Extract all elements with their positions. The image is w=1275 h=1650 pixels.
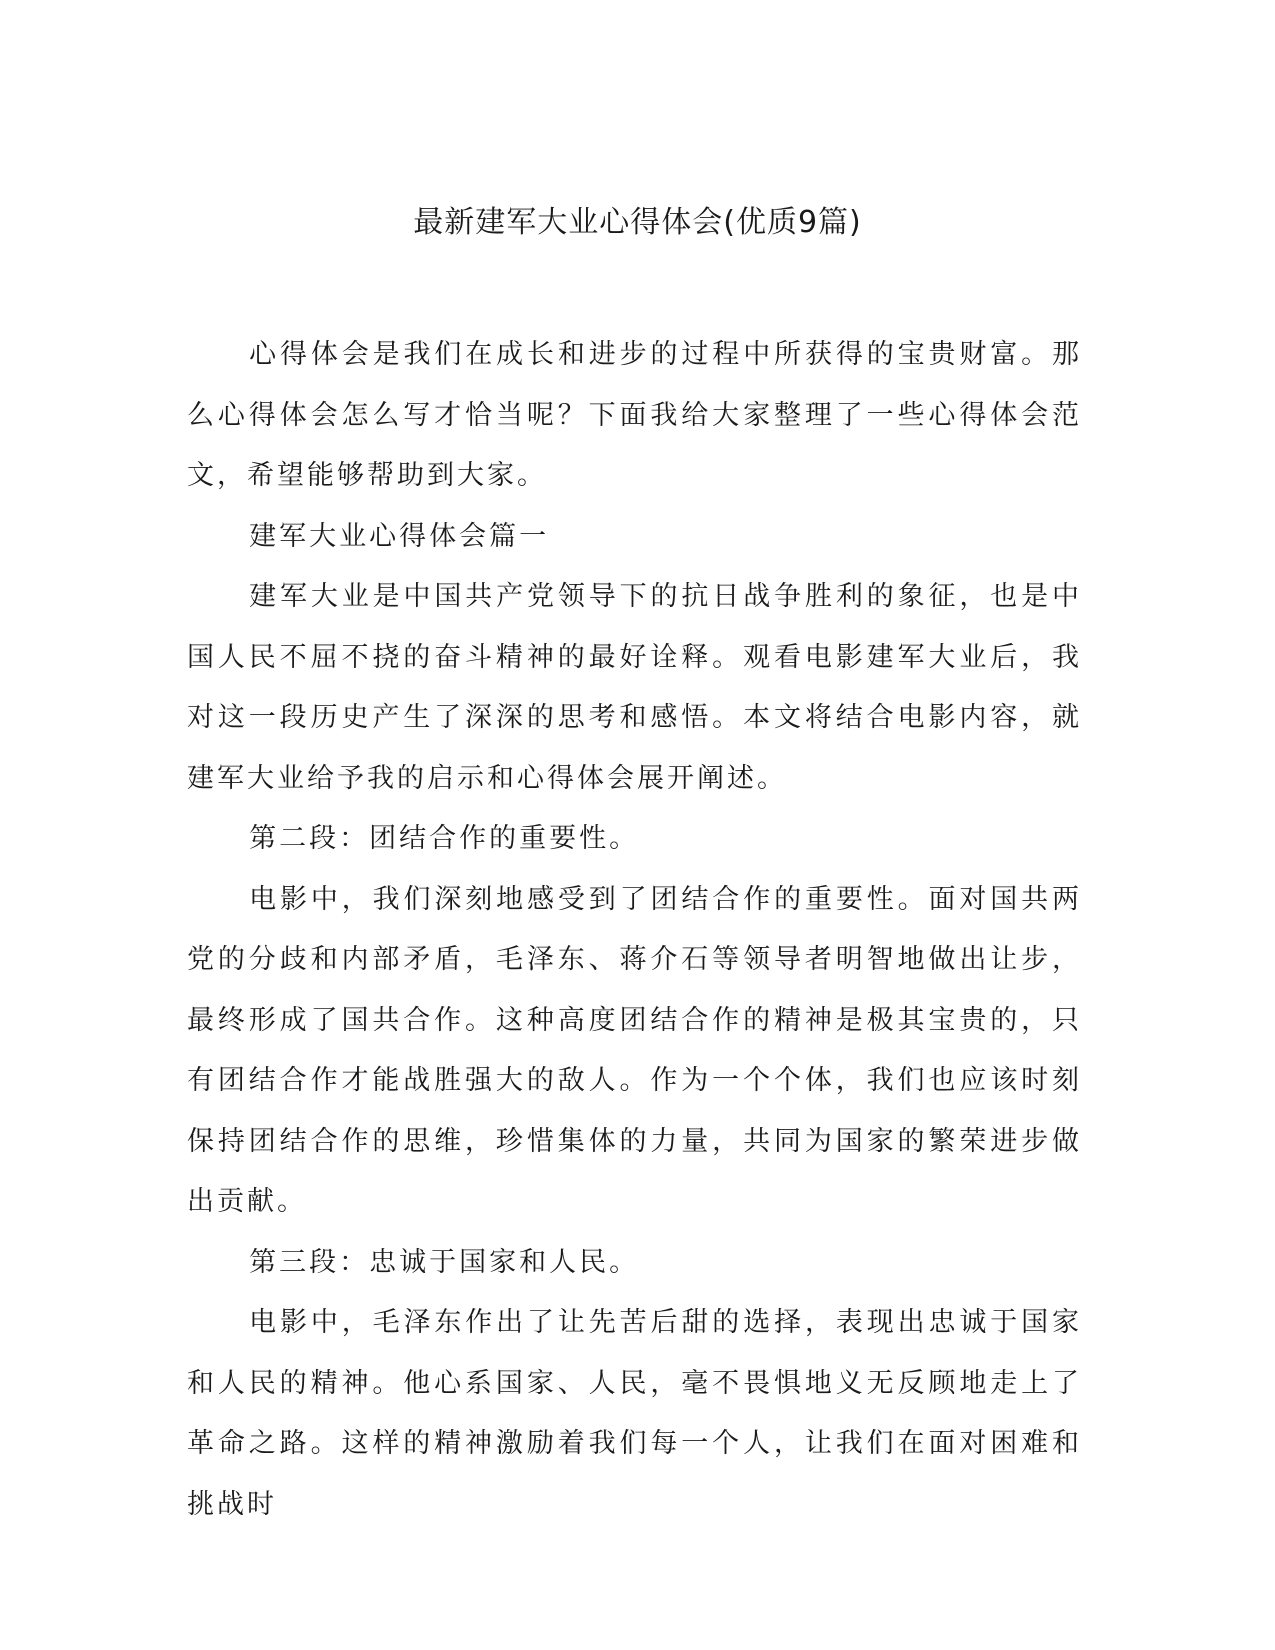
body-paragraph: 电影中，我们深刻地感受到了团结合作的重要性。面对国共两党的分歧和内部矛盾，毛泽东、蒋介石等领导者明智地做出让步，最终形成了国共合作。这种高度团结合作的精神是极其宝贵的，只有团结合作才能战胜强大的敌人。作为一个个体，我们也应该时刻保持团结合作的思维，珍惜集体的力量，共同为国家的繁荣进步做出贡献。 xyxy=(187,883,1082,1217)
document-title: 最新建军大业心得体会(优质9篇) xyxy=(413,205,862,240)
section-heading: 第二段：团结合作的重要性。 xyxy=(249,823,640,854)
body-paragraph: 建军大业是中国共产党领导下的抗日战争胜利的象征，也是中国人民不屈不挠的奋斗精神的最好诠释。观看电影建军大业后，我对这一段历史产生了深深的思考和感悟。本文将结合电影内容，就建军大业给予我的启示和心得体会展开阐述。 xyxy=(187,581,1082,794)
document-body xyxy=(187,325,1082,1535)
intro-paragraph: 心得体会是我们在成长和进步的过程中所获得的宝贵财富。那么心得体会怎么写才恰当呢？下面我给大家整理了一些心得体会范文，希望能够帮助到大家。 xyxy=(187,339,1082,491)
section-heading: 第三段：忠诚于国家和人民。 xyxy=(249,1246,640,1278)
body-paragraph: 电影中，毛泽东作出了让先苦后甜的选择，表现出忠诚于国家和人民的精神。他心系国家、人民，毫不畏惧地义无反顾地走上了革命之路。这样的精神激励着我们每一个人，让我们在面对困难和挑战时 xyxy=(187,1307,1082,1520)
section-heading: 建军大业心得体会篇一 xyxy=(249,520,550,552)
